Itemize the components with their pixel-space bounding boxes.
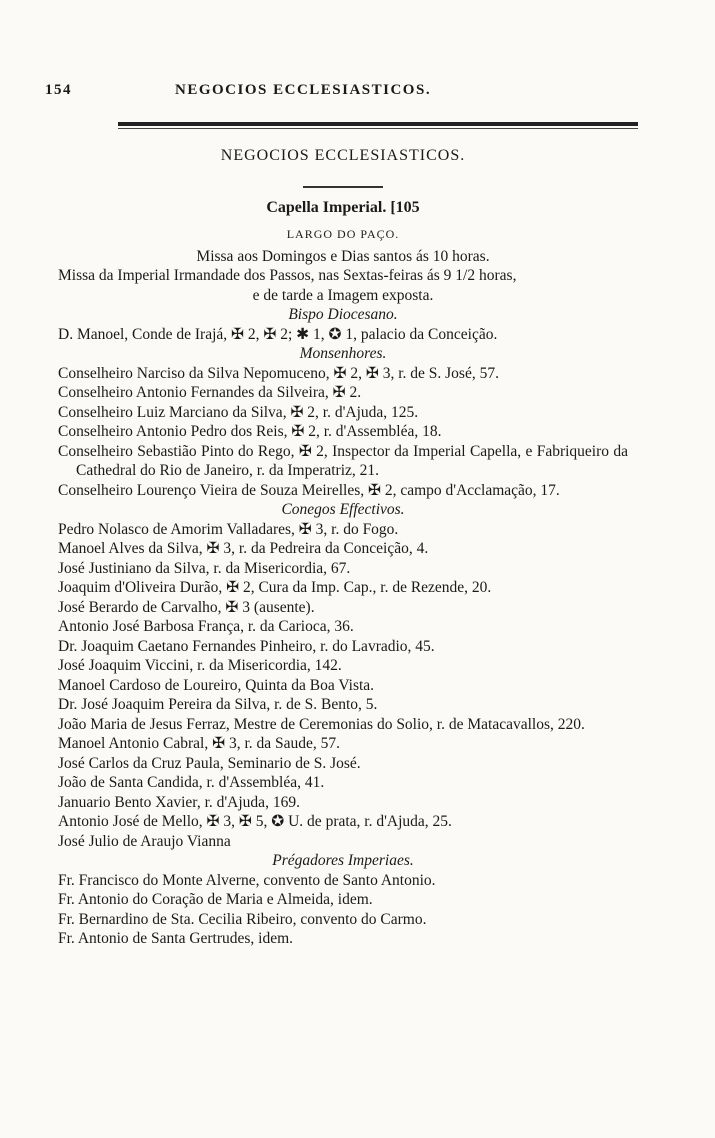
list-item: José Justiniano da Silva, r. da Misericordia, 67. [58,559,351,577]
list-item: João Maria de Jesus Ferraz, Mestre de Ceremonias do Solio, r. de Matacavallos, 220. [58,715,585,733]
intro-line-2: Missa da Imperial Irmandade dos Passos, nas Sextas-feiras ás 9 1/2 horas, [58,267,517,284]
list-item: Januario Bento Xavier, r. d'Ajuda, 169. [58,793,300,811]
page-number: 154 [45,82,72,98]
list-item: Conselheiro Lourenço Vieira de Souza Meirelles, ✠ 2, campo d'Acclamação, 17. [58,481,560,499]
list-item: Fr. Antonio do Coração de Maria e Almeida, idem. [58,891,373,908]
location-line: LARGO DO PAÇO. [286,227,400,241]
list-item: João de Santa Candida, r. d'Assembléa, 41. [58,774,325,791]
running-header [45,82,665,102]
capella-heading [58,198,628,218]
list-item: Manoel Cardoso de Loureiro, Quinta da Boa Vista. [58,676,375,694]
list-item: Antonio José Barbosa França, r. da Carioca, 36. [58,618,354,635]
list-item: Antonio José de Mello, ✠ 3, ✠ 5, ✪ U. de prata, r. d'Ajuda, 25. [58,813,452,830]
capella-title: Capella Imperial. [266,198,387,216]
capella-ref: [105 [390,198,420,216]
section-divider [303,186,383,188]
list-item: Manoel Antonio Cabral, ✠ 3, r. da Saude, 57. [58,735,341,752]
header-rule-thick [118,122,638,126]
list-item: Fr. Antonio de Santa Gertrudes, idem. [58,930,294,947]
header-title: NEGOCIOS ECCLESIASTICOS. [175,82,432,98]
section-title: NEGOCIOS ECCLESIASTICOS. [220,147,466,164]
pregadores-heading: Prégadores Imperiaes. [272,852,414,869]
header-rule-thin [118,128,638,129]
page-body [58,144,628,949]
list-item: Manoel Alves da Silva, ✠ 3, r. da Pedreira da Conceição, 4. [58,540,429,557]
list-item: Fr. Francisco do Monte Alverne, convento de Santo Antonio. [58,871,436,889]
list-item: Conselheiro Antonio Fernandes da Silveira, ✠ 2. [58,384,362,401]
list-item: Conselheiro Antonio Pedro dos Reis, ✠ 2, r. d'Assembléa, 18. [58,423,442,440]
bispo-entry: D. Manoel, Conde de Irajá, ✠ 2, ✠ 2; ✱ 1, ✪ 1, palacio da Conceição. [58,325,498,343]
list-item: Joaquim d'Oliveira Durão, ✠ 2, Cura da Imp. Cap., r. de Rezende, 20. [58,579,492,596]
intro-line-1: Missa aos Domingos e Dias santos ás 10 horas. [196,247,490,265]
list-item: Dr. Joaquim Caetano Fernandes Pinheiro, r. do Lavradio, 45. [58,637,435,655]
conegos-heading: Conegos Effectivos. [281,501,405,518]
monsenhores-heading: Monsenhores. [299,345,387,362]
list-item: Conselheiro Luiz Marciano da Silva, ✠ 2, r. d'Ajuda, 125. [58,403,419,421]
list-item: Conselheiro Sebastião Pinto do Rego, ✠ 2, Inspector da Imperial Capella, e Fabriqueiro da Cathedral do Rio de Janeiro, r. da Imperatriz, 21. [58,442,628,479]
list-item: Fr. Bernardino de Sta. Cecilia Ribeiro, convento do Carmo. [58,910,427,928]
list-item: José Berardo de Carvalho, ✠ 3 (ausente). [58,598,315,616]
list-item: Dr. José Joaquim Pereira da Silva, r. de S. Bento, 5. [58,696,378,713]
bispo-heading: Bispo Diocesano. [288,306,398,323]
list-item: Pedro Nolasco de Amorim Valladares, ✠ 3, r. do Fogo. [58,520,399,538]
list-item: José Joaquim Viccini, r. da Misericordia, 142. [58,657,342,674]
list-item: Conselheiro Narciso da Silva Nepomuceno, ✠ 2, ✠ 3, r. de S. José, 57. [58,364,499,382]
list-item: José Julio de Araujo Vianna [58,832,231,850]
intro-line-3: e de tarde a Imagem exposta. [252,286,434,304]
list-item: José Carlos da Cruz Paula, Seminario de S. José. [58,754,361,772]
